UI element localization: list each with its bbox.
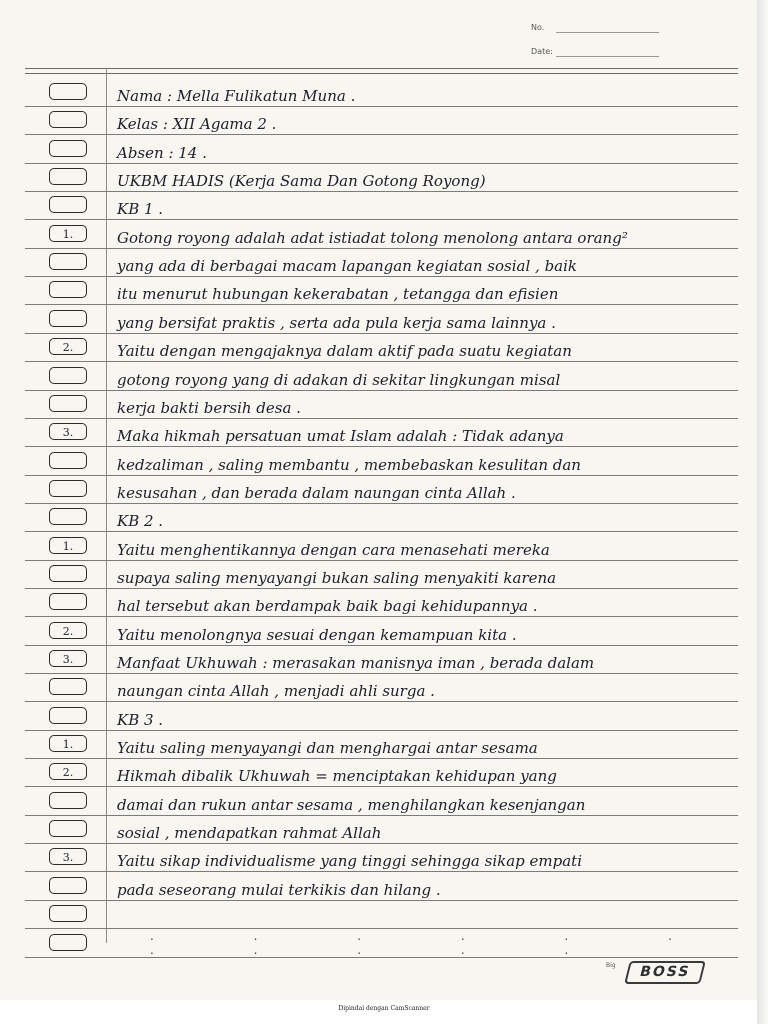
date-line — [556, 56, 659, 57]
line-number-box — [49, 83, 87, 100]
line-number-box — [49, 792, 87, 809]
line-row — [25, 362, 738, 391]
line-row — [25, 503, 738, 532]
line-number-box — [49, 452, 87, 469]
handwritten-text: Yaitu menolongnya sesuai dengan kemampuan kita . — [117, 625, 517, 644]
line-row — [25, 390, 738, 419]
line-row — [25, 673, 738, 702]
handwritten-text: itu menurut hubungan kekerabatan , tetangga dan efisien — [117, 285, 559, 304]
line-row — [25, 305, 738, 334]
handwritten-text: Maka hikmah persatuan umat Islam adalah : Tidak adanya — [117, 427, 564, 446]
line-number-box: 3. — [49, 650, 87, 667]
line-row — [25, 787, 738, 816]
line-number-box: 3. — [49, 848, 87, 865]
handwritten-text: kerja bakti bersih desa . — [117, 398, 301, 417]
line-number-box — [49, 367, 87, 384]
line-number-box: 3. — [49, 423, 87, 440]
line-row — [25, 872, 738, 901]
line-number-box — [49, 395, 87, 412]
line-number-box: 2. — [49, 622, 87, 639]
line-number-box — [49, 196, 87, 213]
line-row — [25, 702, 738, 731]
line-number-box — [49, 820, 87, 837]
line-number-box — [49, 253, 87, 270]
line-row — [25, 815, 738, 844]
line-number-box: 1. — [49, 735, 87, 752]
handwritten-text: Nama : Mella Fulikatun Muna . — [117, 87, 356, 105]
handwritten-text: yang ada di berbagai macam lapangan kegiatan sosial , baik — [117, 257, 578, 276]
line-number-box — [49, 281, 87, 298]
line-number-box — [49, 934, 87, 951]
boss-logo: BOSS — [624, 961, 706, 984]
line-row — [25, 588, 738, 617]
line-number-box — [49, 111, 87, 128]
handwritten-text: Yaitu dengan mengajaknya dalam aktif pada suatu kegiatan — [117, 342, 572, 361]
scanner-footer: Dipindai dengan CamScanner — [338, 1005, 430, 1012]
line-row — [25, 163, 738, 192]
line-number-box — [49, 593, 87, 610]
date-label: Date: — [531, 47, 553, 56]
line-row — [25, 135, 738, 164]
line-number-box: 2. — [49, 763, 87, 780]
line-row — [25, 758, 738, 787]
line-row — [25, 617, 738, 646]
line-number-box — [49, 877, 87, 894]
line-number-box — [49, 565, 87, 582]
no-line — [556, 32, 659, 33]
line-row — [25, 900, 738, 929]
handwritten-text: Hikmah dibalik Ukhuwah = menciptakan kehidupan yang — [117, 767, 557, 786]
handwritten-text: Manfaat Ukhuwah : merasakan manisnya iman , berada dalam — [117, 654, 595, 672]
handwritten-text: sosial , mendapatkan rahmat Allah — [117, 824, 382, 843]
line-row — [25, 191, 738, 220]
line-row — [25, 532, 738, 561]
line-row — [25, 475, 738, 504]
handwritten-text: Yaitu sikap individualisme yang tinggi sehingga sikap empati — [117, 852, 583, 871]
handwritten-text: damai dan rukun antar sesama , menghilangkan kesenjangan — [117, 795, 586, 814]
line-number-box — [49, 678, 87, 695]
line-row — [25, 78, 738, 107]
handwritten-text: pada seseorang mulai terkikis dan hilang . — [117, 880, 441, 899]
handwritten-text: yang bersifat praktis , serta ada pula kerja sama lainnya . — [117, 313, 556, 332]
line-number-box — [49, 140, 87, 157]
handwritten-text: Kelas : XII Agama 2 . — [117, 115, 277, 134]
top-rule — [25, 68, 738, 69]
handwritten-text: KB 1 . — [117, 200, 164, 219]
top-rule-double — [25, 73, 738, 74]
line-number-box — [49, 508, 87, 525]
line-number-box: 2. — [49, 338, 87, 355]
line-row — [25, 276, 738, 305]
line-number-box — [49, 905, 87, 922]
line-row — [25, 220, 738, 249]
line-number-box: 1. — [49, 537, 87, 554]
handwritten-text: naungan cinta Allah , menjadi ahli surga . — [117, 682, 435, 701]
line-row — [25, 248, 738, 277]
handwritten-text: Absen : 14 . — [117, 143, 207, 162]
no-label: No. — [531, 23, 545, 32]
line-row — [25, 447, 738, 476]
line-row — [25, 418, 738, 447]
brand-prefix: Big — [606, 962, 616, 969]
handwritten-text: supaya saling menyayangi bukan saling menyakiti karena — [117, 568, 557, 587]
handwritten-text: Yaitu saling menyayangi dan menghargai antar sesama — [117, 739, 538, 758]
handwritten-text: Yaitu menghentikannya dengan cara menasehati mereka — [117, 540, 550, 559]
line-row — [25, 560, 738, 589]
line-row — [25, 730, 738, 759]
handwritten-text: hal tersebut akan berdampak baik bagi kehidupannya . — [117, 597, 538, 616]
line-number-box: 1. — [49, 225, 87, 242]
line-number-box — [49, 168, 87, 185]
line-row — [25, 843, 738, 872]
line-row — [25, 333, 738, 362]
page-edge — [757, 0, 768, 1024]
handwritten-text: KB 2 . — [117, 512, 164, 531]
bottom-dots: . . . . . . . . . . . — [150, 929, 720, 957]
handwritten-text: kesusahan , dan berada dalam naungan cinta Allah . — [117, 483, 516, 502]
handwritten-text: kedzaliman , saling membantu , membebaskan kesulitan dan — [117, 455, 581, 474]
line-number-box — [49, 707, 87, 724]
line-number-box — [49, 480, 87, 497]
line-row — [25, 645, 738, 674]
handwritten-text: KB 3 . — [117, 710, 164, 729]
handwritten-text: gotong royong yang di adakan di sekitar lingkungan misal — [117, 370, 561, 389]
handwritten-text: Gotong royong adalah adat istiadat tolong menolong antara orang² — [117, 228, 628, 247]
handwritten-text: UKBM HADIS (Kerja Sama Dan Gotong Royong) — [117, 172, 486, 191]
line-number-box — [49, 310, 87, 327]
line-row — [25, 106, 738, 135]
